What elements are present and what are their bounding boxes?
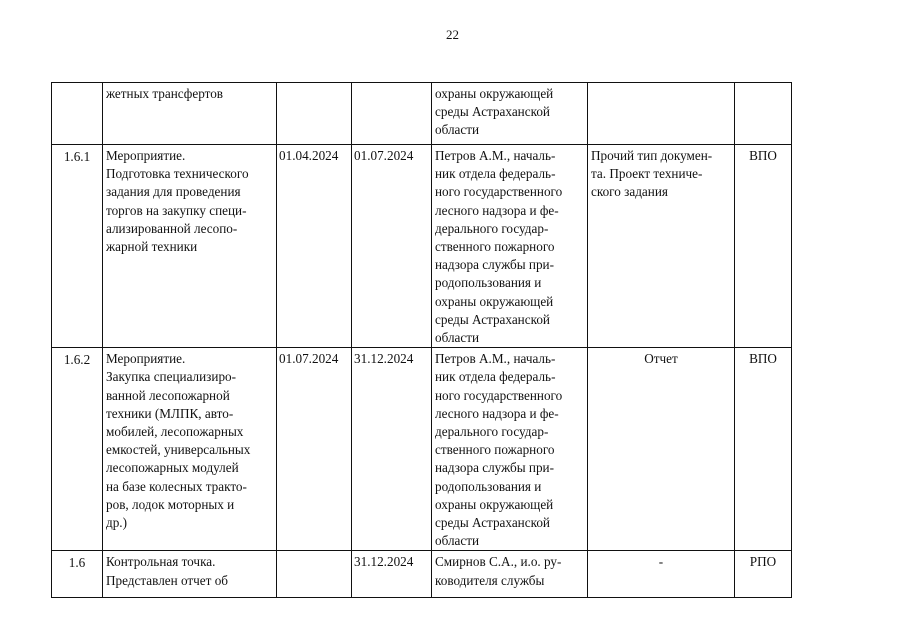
- start-date: 01.04.2024: [277, 145, 352, 348]
- document-type: Отчет: [588, 348, 735, 551]
- responsible-person: Петров А.М., началь- ник отдела федераль- ного государственного лесного надзора и фе- дерального государ- ственного пожарного надзора службы при- родопользования и охраны окружающей среды Астраханской области: [432, 348, 588, 551]
- end-date: 31.12.2024: [352, 348, 432, 551]
- start-date: [277, 83, 352, 145]
- activity-title: Мероприятие. Подготовка технического задания для проведения торгов на закупку специ- ализированной лесопо- жарной техники: [103, 145, 277, 348]
- level-type: ВПО: [735, 145, 792, 348]
- document-type: -: [588, 551, 735, 598]
- end-date: 01.07.2024: [352, 145, 432, 348]
- table-row: [52, 348, 792, 551]
- level-type: РПО: [735, 551, 792, 598]
- start-date: [277, 551, 352, 598]
- responsible-person: Петров А.М., началь- ник отдела федераль- ного государственного лесного надзора и фе- дерального государ- ственного пожарного надзора службы при- родопользования и охраны окружающей среды Астраханской области: [432, 145, 588, 348]
- document-type: Прочий тип докумен- та. Проект техниче- ского задания: [588, 145, 735, 348]
- row-number: 1.6: [52, 551, 103, 598]
- page-number: 22: [446, 27, 459, 42]
- level-type: [735, 83, 792, 145]
- table-row: [52, 83, 792, 145]
- row-number: 1.6.1: [52, 145, 103, 348]
- end-date: 31.12.2024: [352, 551, 432, 598]
- end-date: [352, 83, 432, 145]
- activity-title: жетных трансфертов: [103, 83, 277, 145]
- document-type: [588, 83, 735, 145]
- activity-title: Контрольная точка. Представлен отчет об: [103, 551, 277, 598]
- table-row: [52, 145, 792, 348]
- activity-title: Мероприятие. Закупка специализиро- ванной лесопожарной техники (МЛПК, авто- мобилей, лесопожарных емкостей, универсальных лесопожарных модулей на базе колесных тракто- ров, лодок моторных и др.): [103, 348, 277, 551]
- row-number: 1.6.2: [52, 348, 103, 551]
- start-date: 01.07.2024: [277, 348, 352, 551]
- row-number: [52, 83, 103, 145]
- responsible-person: Смирнов С.А., и.о. ру- ководителя службы: [432, 551, 588, 598]
- responsible-person: охраны окружающей среды Астраханской области: [432, 83, 588, 145]
- table-row: [52, 551, 792, 598]
- plan-table: [51, 82, 792, 598]
- level-type: ВПО: [735, 348, 792, 551]
